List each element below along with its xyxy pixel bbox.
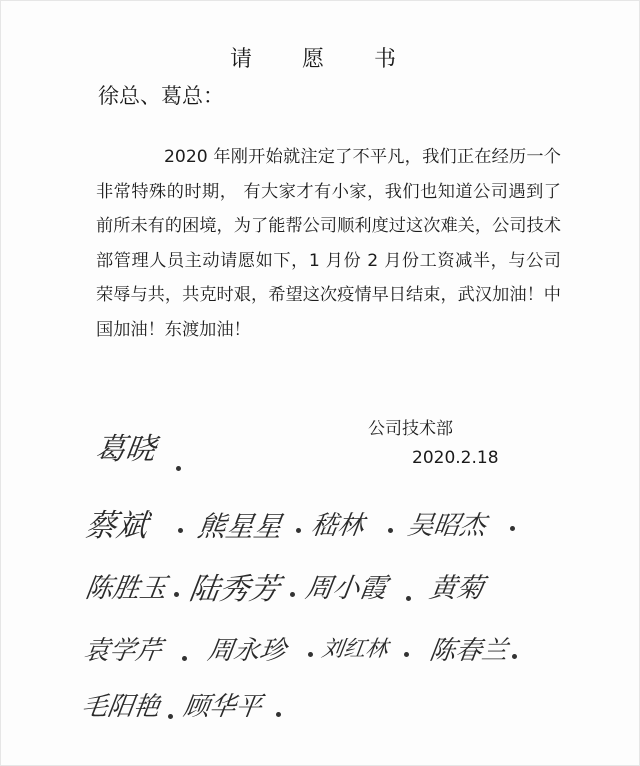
signature-name: 嵇林 [309, 511, 366, 541]
signature-name: 陆秀芳 [187, 572, 282, 607]
separator-dot [388, 528, 393, 533]
signature-name: 周永珍 [205, 636, 288, 666]
document-title: 请 愿 书 [229, 47, 410, 72]
separator-dot [512, 654, 517, 659]
signoff-date: 2020.2.18 [412, 448, 499, 468]
signature-row1-3 [309, 505, 366, 542]
signature-row1-2 [195, 505, 285, 545]
signature-row1-4 [405, 505, 488, 542]
signature-leader-text: 葛晓 [93, 432, 158, 467]
signature-name: 袁学芹 [81, 636, 164, 666]
signature-name: 周小霞 [303, 573, 389, 604]
salutation: 徐总、葛总： [98, 84, 224, 108]
separator-dot [404, 652, 409, 657]
signature-name: 黄菊 [427, 573, 486, 604]
signature-row3-2 [205, 630, 288, 667]
signature-name: 陈胜玉 [83, 573, 169, 604]
department-signoff: 公司技术部 [368, 419, 453, 439]
signature-name: 顾华平 [181, 692, 264, 722]
body-paragraph: 2020 年刚开始就注定了不平凡，我们正在经历一个非常特殊的时期， 有大家才有小家，我们也知道公司遇到了前所未有的困境，为了能帮公司顺利度过这次难关，公司技术部管理人员主动请愿如下，1 月份 2 月份工资减半，与公司荣辱与共，共克时艰，希望这次疫情早日结束，武汉加油！中国加油！东渡加油！ [96, 147, 561, 340]
separator-dot [168, 714, 173, 719]
signature-row3-4 [427, 630, 510, 667]
separator-dot [176, 466, 181, 471]
signature-row4-2 [181, 686, 264, 723]
separator-dot [308, 652, 313, 657]
separator-dot [174, 592, 179, 597]
signature-name: 熊星星 [195, 510, 285, 543]
signature-row2-3 [303, 566, 389, 605]
separator-dot [182, 656, 187, 661]
separator-dot [178, 528, 183, 533]
signature-row2-4 [427, 566, 486, 605]
signature-name: 吴昭杰 [405, 511, 488, 541]
signature-row2-1 [83, 566, 169, 605]
signature-name: 陈春兰 [427, 636, 510, 666]
signature-row2-2 [187, 564, 282, 608]
signature-row1-1 [82, 500, 151, 545]
signature-row4-1 [79, 686, 162, 723]
separator-dot [290, 592, 295, 597]
separator-dot [510, 526, 515, 531]
signature-name: 毛阳艳 [79, 692, 162, 722]
signature-name: 蔡斌 [82, 508, 151, 544]
signature-name: 刘红林 [319, 637, 390, 662]
separator-dot [276, 712, 281, 717]
signature-leader [93, 424, 158, 468]
signature-row3-1 [81, 630, 164, 667]
separator-dot [406, 596, 411, 601]
signature-row3-3 [319, 632, 390, 663]
separator-dot [296, 528, 301, 533]
